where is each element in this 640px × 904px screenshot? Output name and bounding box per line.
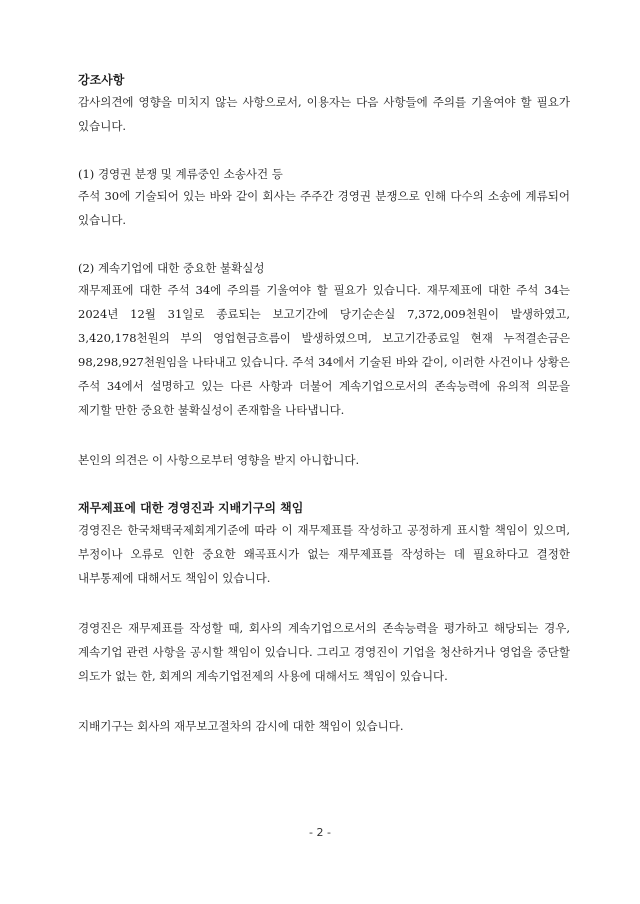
responsibility-para-3: 지배기구는 회사의 재무보고절차의 감시에 대한 책임이 있습니다. [78, 719, 404, 733]
emphasis-heading: 강조사항 [78, 73, 125, 87]
item2-title: (2) 계속기업에 대한 중요한 불확실성 [78, 261, 265, 275]
item1-title: (1) 경영권 분쟁 및 계류중인 소송사건 등 [78, 167, 283, 181]
emphasis-conclusion: 본인의 의견은 이 사항으로부터 영향을 받지 아니합니다. [78, 453, 360, 467]
responsibility-para-2: 경영진은 재무제표를 작성할 때, 회사의 계속기업으로서의 존속능력을 평가하고 해당되는 경우, 계속기업 관련 사항을 공시할 책임이 있습니다. 그리고 경영진이 기업을 청산하거나 영업을 중단할 의도가 없는 한, 회계의 계속기업전제의 사용에 대해서도 책임이 있습니다. [78, 621, 570, 683]
responsibility-heading: 재무제표에 대한 경영진과 지배기구의 책임 [78, 501, 304, 515]
emphasis-intro: 감사의견에 영향을 미치지 않는 사항으로서, 이용자는 다음 사항들에 주의를 기울여야 할 필요가 있습니다. [78, 95, 570, 133]
responsibility-para-1: 경영진은 한국채택국제회계기준에 따라 이 재무제표를 작성하고 공정하게 표시할 책임이 있으며, 부정이나 오류로 인한 중요한 왜곡표시가 없는 재무제표를 작성하는 데 필요하다고 결정한 내부통제에 대해서도 책임이 있습니다. [78, 523, 570, 585]
page-number: - 2 - [309, 826, 331, 839]
document-body [78, 70, 570, 738]
item1-body: 주석 30에 기술되어 있는 바와 같이 회사는 주주간 경영권 분쟁으로 인해 다수의 소송에 계류되어 있습니다. [78, 189, 570, 227]
item2-body: 재무제표에 대한 주석 34에 주의를 기울여야 할 필요가 있습니다. 재무제표에 대한 주석 34는 2024년 12월 31일로 종료되는 보고기간에 당기순손실 7,372,009천원이 발생하였고, 3,420,178천원의 부의 영업현금흐름이 발생하였으며, 보고기간종료일 현재 누적결손금은 98,298,927천원임을 나타내고 있습니다. 주석 34에서 기술된 바와 같이, 이러한 사건이나 상황은 주석 34에서 설명하고 있는 다른 사항과 더불어 계속기업으로서의 존속능력에 유의적 의문을 제기할 만한 중요한 불확실성이 존재함을 나타냅니다. [78, 283, 570, 417]
